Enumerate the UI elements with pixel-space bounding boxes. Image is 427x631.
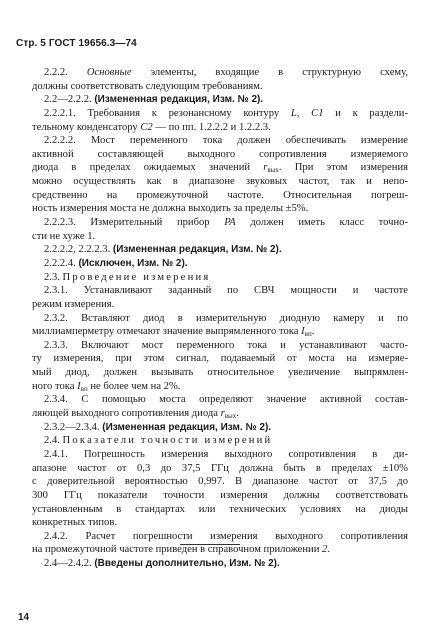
text-line: 2.2.2. Основные элементы, входящие в структурную схему, — [44, 67, 409, 78]
text-line: тельному конденсатору C2 — по пп. 1.2.2.2 и 1.2.2.3. — [32, 121, 271, 133]
text-line: с доверительной вероятностью 0,997. В диапазоне частот от 37,5 до — [32, 476, 408, 488]
text-line: сти не хуже 1. — [32, 230, 96, 242]
text-line: должны соответствовать следующим требованиям. — [32, 80, 263, 92]
text-line: 2.2.2.2, 2.2.2.3. (Измененная редакция, Изм. № 2). — [44, 244, 282, 256]
section-heading: 2.3. Проведение измерения — [44, 271, 211, 283]
text-line: 2.3.1. Устанавливают заданный по СВЧ мощности и частоте — [44, 285, 408, 297]
text-line: 2.3.3. Включают мост переменного тока и устанавливают часто- — [44, 339, 408, 351]
text-line: средственно на промежуточной частоте. Относительная погреш- — [32, 189, 408, 201]
text-line: миллиамперметру отмечают значение выпрямленного тока $I_{вп}$. — [32, 326, 315, 339]
text-line: 2.2.2.4. (Исключен, Изм. № 2). — [44, 257, 188, 269]
text-line: 2.3.2. Вставляют диод в измерительную диодную камеру и по — [44, 312, 408, 324]
text-line: 2.3.4. С помощью моста определяют значение активной состав- — [44, 394, 408, 406]
text-line: 2.2—2.2.2. (Измененная редакция, Изм. № 2). — [44, 94, 264, 106]
text-line: 2.2.2.2. Мост переменного тока должен обеспечивать измерение — [44, 135, 408, 147]
text-line: режим измерения. — [32, 298, 115, 310]
text-line: апазоне частот от 0,3 до 37,5 ГГц должна быть в пределах ±10% — [32, 462, 408, 474]
text-line: ту измерения, при этом сигнал, подаваемый от моста на измеряе- — [32, 353, 408, 365]
text-line: 2.3.2—2.3.4. (Измененная редакция, Изм. № 2). — [44, 421, 272, 433]
page-number: 14 — [18, 612, 30, 623]
text-line: диода в пределах ожидаемых значений $r_{вых}$. При этом измерения — [32, 162, 408, 175]
text-line: можно осуществлять как в диапазоне звуковых частот, так и непо- — [32, 176, 408, 188]
text-line: 2.4.2. Расчет погрешности измерения выходного сопротивления — [44, 530, 408, 542]
text-line: конкретных типов. — [32, 517, 117, 529]
end-rule — [180, 544, 240, 545]
page-header: Стр. 5 ГОСТ 19656.3—74 — [16, 38, 137, 49]
text-line: ляющей выходного сопротивления диода $r_{вых}$. — [32, 408, 239, 421]
text-line: на промежуточной частоте приведен в справочном приложении 2. — [32, 544, 330, 556]
text-line: ность измерения моста не должна выходить за пределы ±5%. — [32, 203, 309, 215]
text-line: установленным в стандартах или технических условиях на диоды — [32, 503, 408, 515]
text-line: 2.2.2.1. Требования к резонансному контуру L, C1 и к раздели- — [44, 107, 408, 119]
text-line: активной составляющей выходного сопротивления измеряемого — [32, 148, 408, 160]
text-line: 2.4.1. Погрешность измерения выходного сопротивления в ди- — [44, 448, 408, 460]
document-body — [32, 66, 408, 571]
text-line: 2.4—2.4.2. (Введены дополнительно, Изм. № 2). — [44, 558, 280, 570]
section-heading: 2.4. Показатели точности измерений — [44, 435, 273, 447]
text-line: ного тока $I_{вп}$ не более чем на 2%. — [32, 380, 181, 393]
text-line: 300 ГГц показатели точности измерения должны соответствовать — [32, 489, 408, 501]
text-line: мый диод, должен вызывать относительное увеличение выпрямлен- — [32, 367, 408, 379]
text-line: 2.2.2.3. Измерительный прибор PA должен иметь класс точно- — [44, 217, 409, 229]
